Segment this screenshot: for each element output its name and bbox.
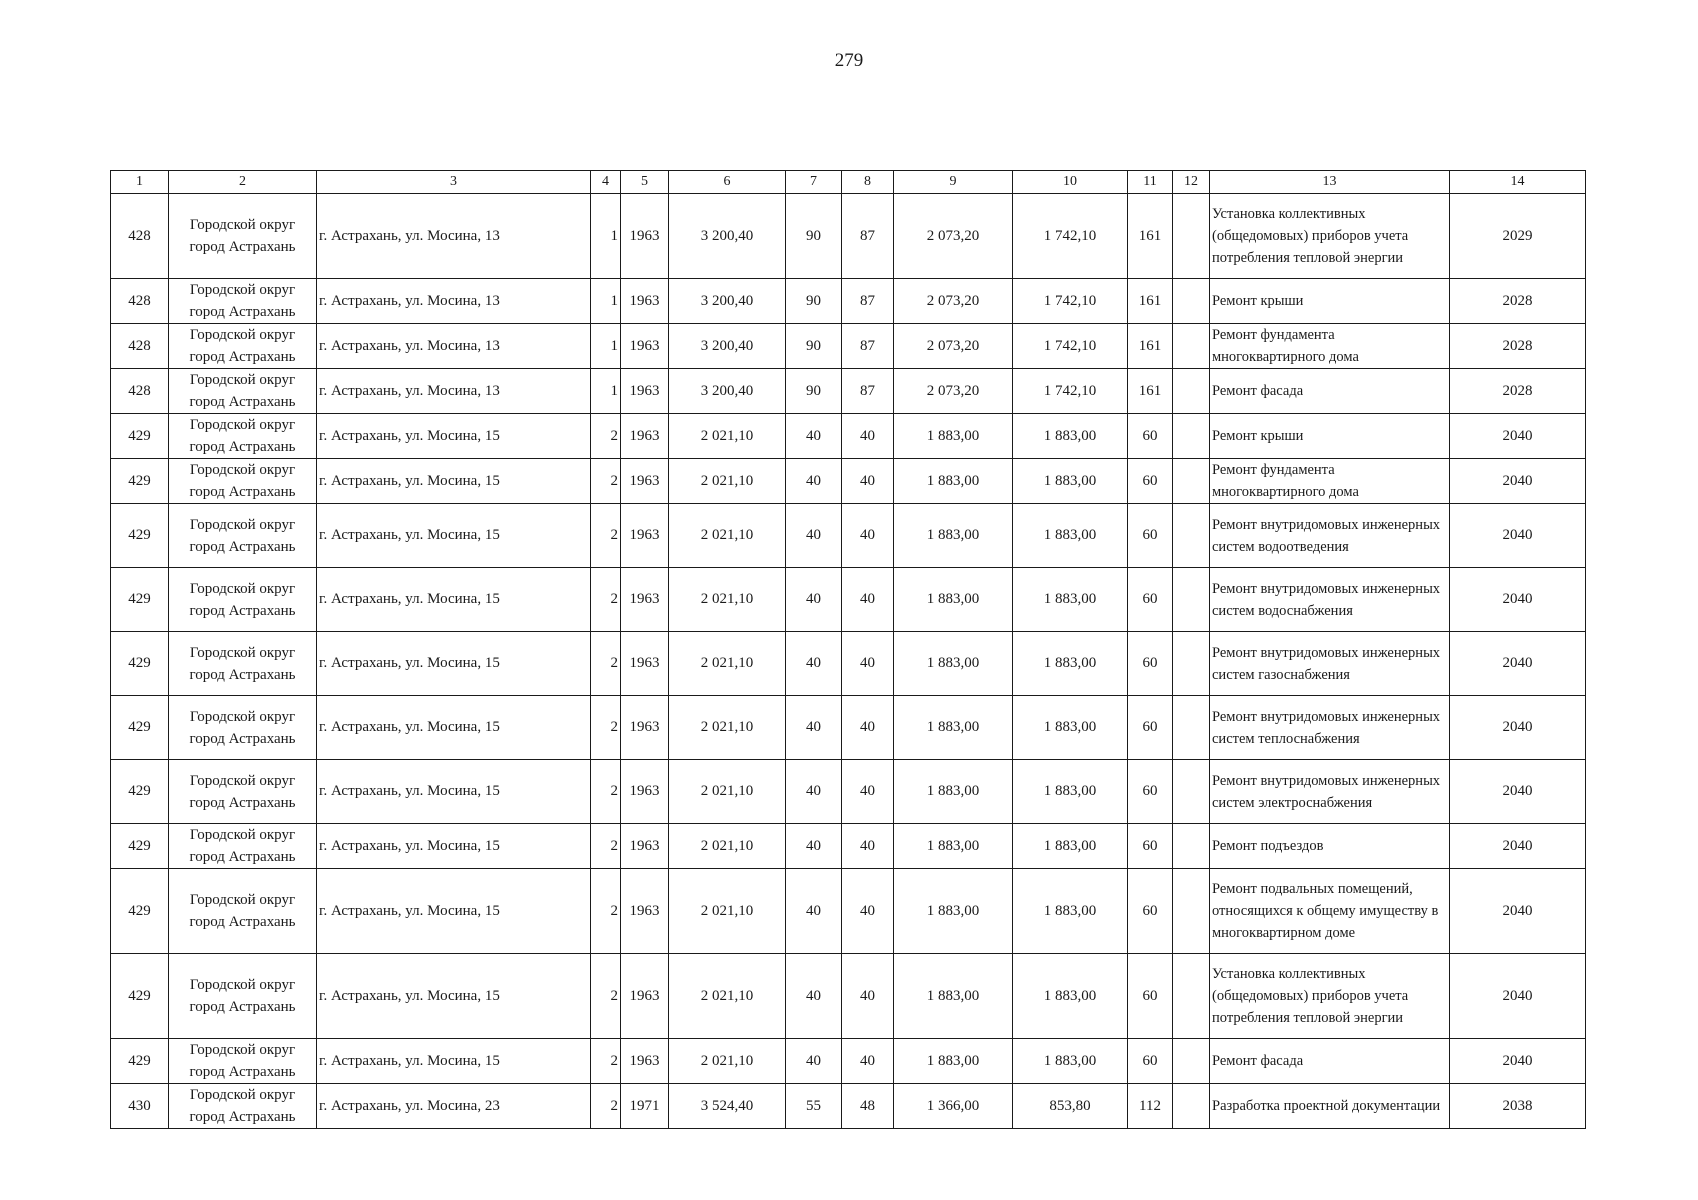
cell-col-10: 1 742,10	[1013, 279, 1128, 324]
cell-total-area: 3 200,40	[669, 194, 786, 279]
cell-col-9: 1 883,00	[894, 632, 1013, 696]
table-row	[111, 869, 1586, 954]
cell-col-11: 161	[1128, 369, 1173, 414]
cell-build-year: 1963	[621, 824, 669, 869]
cell-build-year: 1963	[621, 414, 669, 459]
cell-col-12	[1173, 414, 1210, 459]
table-row	[111, 324, 1586, 369]
cell-col-7: 90	[786, 194, 842, 279]
cell-col-12	[1173, 194, 1210, 279]
cell-work-type: Установка коллективных (общедомовых) приборов учета потребления тепловой энергии	[1210, 194, 1450, 279]
cell-col-9: 1 883,00	[894, 696, 1013, 760]
cell-plan-year: 2038	[1450, 1084, 1586, 1129]
cell-work-type: Ремонт внутридомовых инженерных систем водоснабжения	[1210, 568, 1450, 632]
cell-col-7: 40	[786, 1039, 842, 1084]
cell-col-12	[1173, 954, 1210, 1039]
cell-work-type: Ремонт внутридомовых инженерных систем газоснабжения	[1210, 632, 1450, 696]
table-row	[111, 632, 1586, 696]
cell-col-12	[1173, 696, 1210, 760]
cell-col-4: 2	[591, 869, 621, 954]
cell-col-9: 1 883,00	[894, 760, 1013, 824]
cell-col-8: 40	[842, 824, 894, 869]
cell-col-11: 60	[1128, 504, 1173, 568]
cell-col-7: 90	[786, 279, 842, 324]
cell-plan-year: 2040	[1450, 504, 1586, 568]
cell-number: 429	[111, 869, 169, 954]
cell-col-11: 60	[1128, 1039, 1173, 1084]
cell-col-4: 2	[591, 1039, 621, 1084]
cell-address: г. Астрахань, ул. Мосина, 13	[317, 369, 591, 414]
cell-col-11: 60	[1128, 632, 1173, 696]
cell-work-type: Ремонт фундамента многоквартирного дома	[1210, 324, 1450, 369]
cell-address: г. Астрахань, ул. Мосина, 23	[317, 1084, 591, 1129]
table-header	[111, 171, 1586, 194]
cell-build-year: 1963	[621, 369, 669, 414]
column-header-11: 11	[1128, 171, 1173, 194]
cell-col-8: 40	[842, 632, 894, 696]
cell-address: г. Астрахань, ул. Мосина, 13	[317, 324, 591, 369]
cell-plan-year: 2040	[1450, 1039, 1586, 1084]
cell-total-area: 2 021,10	[669, 1039, 786, 1084]
cell-col-8: 40	[842, 954, 894, 1039]
cell-col-7: 40	[786, 760, 842, 824]
cell-municipality: Городской округ город Астрахань	[169, 504, 317, 568]
cell-col-11: 60	[1128, 696, 1173, 760]
cell-col-11: 161	[1128, 194, 1173, 279]
cell-col-11: 60	[1128, 414, 1173, 459]
cell-col-9: 2 073,20	[894, 279, 1013, 324]
cell-address: г. Астрахань, ул. Мосина, 15	[317, 632, 591, 696]
cell-build-year: 1963	[621, 459, 669, 504]
cell-col-11: 60	[1128, 824, 1173, 869]
cell-col-11: 161	[1128, 279, 1173, 324]
table-row	[111, 696, 1586, 760]
cell-col-4: 2	[591, 504, 621, 568]
cell-work-type: Ремонт внутридомовых инженерных систем водоотведения	[1210, 504, 1450, 568]
cell-col-9: 1 883,00	[894, 824, 1013, 869]
cell-build-year: 1963	[621, 504, 669, 568]
cell-build-year: 1963	[621, 869, 669, 954]
column-header-2: 2	[169, 171, 317, 194]
cell-col-4: 2	[591, 414, 621, 459]
cell-address: г. Астрахань, ул. Мосина, 15	[317, 568, 591, 632]
table-row	[111, 459, 1586, 504]
cell-col-10: 1 883,00	[1013, 954, 1128, 1039]
table-row	[111, 194, 1586, 279]
cell-address: г. Астрахань, ул. Мосина, 15	[317, 696, 591, 760]
cell-total-area: 2 021,10	[669, 504, 786, 568]
cell-plan-year: 2040	[1450, 459, 1586, 504]
cell-col-4: 1	[591, 324, 621, 369]
cell-col-8: 87	[842, 279, 894, 324]
cell-col-9: 1 883,00	[894, 1039, 1013, 1084]
column-header-4: 4	[591, 171, 621, 194]
cell-work-type: Ремонт крыши	[1210, 279, 1450, 324]
cell-total-area: 2 021,10	[669, 459, 786, 504]
cell-col-7: 40	[786, 504, 842, 568]
cell-col-4: 2	[591, 824, 621, 869]
cell-col-10: 1 883,00	[1013, 414, 1128, 459]
cell-col-8: 87	[842, 194, 894, 279]
cell-work-type: Ремонт фасада	[1210, 369, 1450, 414]
cell-municipality: Городской округ город Астрахань	[169, 194, 317, 279]
cell-col-4: 1	[591, 369, 621, 414]
column-header-8: 8	[842, 171, 894, 194]
cell-col-12	[1173, 568, 1210, 632]
column-header-9: 9	[894, 171, 1013, 194]
cell-col-8: 40	[842, 696, 894, 760]
cell-col-10: 1 883,00	[1013, 869, 1128, 954]
cell-number: 429	[111, 632, 169, 696]
cell-col-7: 55	[786, 1084, 842, 1129]
cell-address: г. Астрахань, ул. Мосина, 15	[317, 760, 591, 824]
cell-plan-year: 2040	[1450, 696, 1586, 760]
column-header-14: 14	[1450, 171, 1586, 194]
table-row	[111, 369, 1586, 414]
cell-total-area: 3 524,40	[669, 1084, 786, 1129]
cell-address: г. Астрахань, ул. Мосина, 13	[317, 194, 591, 279]
cell-plan-year: 2029	[1450, 194, 1586, 279]
cell-col-10: 1 883,00	[1013, 824, 1128, 869]
cell-address: г. Астрахань, ул. Мосина, 13	[317, 279, 591, 324]
column-header-6: 6	[669, 171, 786, 194]
table-row	[111, 954, 1586, 1039]
column-header-5: 5	[621, 171, 669, 194]
cell-col-12	[1173, 279, 1210, 324]
cell-build-year: 1963	[621, 760, 669, 824]
cell-address: г. Астрахань, ул. Мосина, 15	[317, 954, 591, 1039]
column-header-12: 12	[1173, 171, 1210, 194]
column-header-10: 10	[1013, 171, 1128, 194]
cell-work-type: Ремонт подъездов	[1210, 824, 1450, 869]
table-row	[111, 279, 1586, 324]
cell-col-10: 1 742,10	[1013, 369, 1128, 414]
cell-total-area: 3 200,40	[669, 324, 786, 369]
cell-total-area: 2 021,10	[669, 824, 786, 869]
cell-col-7: 90	[786, 324, 842, 369]
table-row	[111, 504, 1586, 568]
cell-col-11: 60	[1128, 459, 1173, 504]
cell-col-7: 40	[786, 954, 842, 1039]
cell-municipality: Городской округ город Астрахань	[169, 824, 317, 869]
cell-build-year: 1963	[621, 568, 669, 632]
cell-col-4: 1	[591, 194, 621, 279]
cell-col-8: 40	[842, 504, 894, 568]
cell-work-type: Ремонт внутридомовых инженерных систем теплоснабжения	[1210, 696, 1450, 760]
cell-municipality: Городской округ город Астрахань	[169, 954, 317, 1039]
cell-col-8: 48	[842, 1084, 894, 1129]
cell-total-area: 2 021,10	[669, 568, 786, 632]
cell-col-12	[1173, 869, 1210, 954]
cell-address: г. Астрахань, ул. Мосина, 15	[317, 1039, 591, 1084]
cell-col-9: 2 073,20	[894, 194, 1013, 279]
cell-municipality: Городской округ город Астрахань	[169, 568, 317, 632]
cell-build-year: 1963	[621, 194, 669, 279]
table-row	[111, 1039, 1586, 1084]
cell-col-12	[1173, 824, 1210, 869]
table-row	[111, 568, 1586, 632]
cell-col-12	[1173, 632, 1210, 696]
table-row	[111, 414, 1586, 459]
cell-col-8: 87	[842, 324, 894, 369]
cell-address: г. Астрахань, ул. Мосина, 15	[317, 414, 591, 459]
cell-municipality: Городской округ город Астрахань	[169, 696, 317, 760]
cell-col-7: 40	[786, 414, 842, 459]
cell-col-11: 60	[1128, 954, 1173, 1039]
cell-col-12	[1173, 1084, 1210, 1129]
cell-col-12	[1173, 459, 1210, 504]
cell-number: 429	[111, 459, 169, 504]
cell-col-7: 40	[786, 696, 842, 760]
cell-col-4: 2	[591, 760, 621, 824]
cell-total-area: 2 021,10	[669, 954, 786, 1039]
cell-col-9: 1 883,00	[894, 568, 1013, 632]
cell-plan-year: 2040	[1450, 632, 1586, 696]
cell-number: 429	[111, 568, 169, 632]
table-body	[111, 194, 1586, 1129]
cell-number: 429	[111, 760, 169, 824]
column-header-13: 13	[1210, 171, 1450, 194]
cell-col-12	[1173, 324, 1210, 369]
cell-plan-year: 2028	[1450, 369, 1586, 414]
cell-col-4: 2	[591, 459, 621, 504]
cell-col-11: 60	[1128, 760, 1173, 824]
column-header-7: 7	[786, 171, 842, 194]
cell-build-year: 1963	[621, 632, 669, 696]
cell-col-7: 40	[786, 824, 842, 869]
cell-col-4: 1	[591, 279, 621, 324]
cell-total-area: 2 021,10	[669, 414, 786, 459]
cell-number: 428	[111, 194, 169, 279]
cell-number: 429	[111, 414, 169, 459]
cell-col-7: 40	[786, 568, 842, 632]
table-row	[111, 824, 1586, 869]
cell-number: 429	[111, 954, 169, 1039]
cell-number: 429	[111, 696, 169, 760]
cell-col-8: 40	[842, 459, 894, 504]
column-header-1: 1	[111, 171, 169, 194]
cell-address: г. Астрахань, ул. Мосина, 15	[317, 504, 591, 568]
cell-col-10: 1 742,10	[1013, 194, 1128, 279]
cell-col-10: 1 883,00	[1013, 459, 1128, 504]
cell-build-year: 1963	[621, 324, 669, 369]
cell-work-type: Ремонт крыши	[1210, 414, 1450, 459]
cell-municipality: Городской округ город Астрахань	[169, 1084, 317, 1129]
cell-address: г. Астрахань, ул. Мосина, 15	[317, 824, 591, 869]
header-row	[111, 171, 1586, 194]
cell-work-type: Ремонт фасада	[1210, 1039, 1450, 1084]
cell-build-year: 1963	[621, 279, 669, 324]
cell-number: 428	[111, 369, 169, 414]
cell-number: 428	[111, 279, 169, 324]
capital-repair-table	[110, 170, 1586, 1129]
cell-col-9: 2 073,20	[894, 369, 1013, 414]
page-number: 279	[834, 50, 864, 71]
cell-col-7: 40	[786, 869, 842, 954]
cell-col-8: 40	[842, 760, 894, 824]
cell-col-10: 1 742,10	[1013, 324, 1128, 369]
cell-number: 430	[111, 1084, 169, 1129]
cell-col-4: 2	[591, 1084, 621, 1129]
cell-municipality: Городской округ город Астрахань	[169, 632, 317, 696]
cell-total-area: 2 021,10	[669, 632, 786, 696]
cell-col-11: 60	[1128, 568, 1173, 632]
cell-plan-year: 2040	[1450, 869, 1586, 954]
cell-col-10: 853,80	[1013, 1084, 1128, 1129]
cell-municipality: Городской округ город Астрахань	[169, 1039, 317, 1084]
cell-municipality: Городской округ город Астрахань	[169, 324, 317, 369]
cell-col-7: 40	[786, 632, 842, 696]
cell-plan-year: 2028	[1450, 279, 1586, 324]
cell-col-4: 2	[591, 632, 621, 696]
cell-total-area: 3 200,40	[669, 369, 786, 414]
cell-plan-year: 2040	[1450, 414, 1586, 459]
cell-col-10: 1 883,00	[1013, 632, 1128, 696]
cell-build-year: 1963	[621, 954, 669, 1039]
cell-col-10: 1 883,00	[1013, 504, 1128, 568]
cell-plan-year: 2040	[1450, 568, 1586, 632]
cell-col-4: 2	[591, 568, 621, 632]
cell-address: г. Астрахань, ул. Мосина, 15	[317, 869, 591, 954]
cell-plan-year: 2028	[1450, 324, 1586, 369]
cell-col-8: 40	[842, 568, 894, 632]
cell-work-type: Разработка проектной документации	[1210, 1084, 1450, 1129]
cell-col-8: 40	[842, 869, 894, 954]
cell-col-10: 1 883,00	[1013, 568, 1128, 632]
cell-plan-year: 2040	[1450, 760, 1586, 824]
cell-municipality: Городской округ город Астрахань	[169, 760, 317, 824]
cell-col-12	[1173, 369, 1210, 414]
cell-municipality: Городской округ город Астрахань	[169, 869, 317, 954]
cell-address: г. Астрахань, ул. Мосина, 15	[317, 459, 591, 504]
cell-plan-year: 2040	[1450, 824, 1586, 869]
cell-plan-year: 2040	[1450, 954, 1586, 1039]
cell-municipality: Городской округ город Астрахань	[169, 279, 317, 324]
cell-total-area: 2 021,10	[669, 696, 786, 760]
cell-total-area: 2 021,10	[669, 760, 786, 824]
cell-col-12	[1173, 1039, 1210, 1084]
cell-work-type: Установка коллективных (общедомовых) приборов учета потребления тепловой энергии	[1210, 954, 1450, 1039]
cell-municipality: Городской округ город Астрахань	[169, 459, 317, 504]
table-row	[111, 1084, 1586, 1129]
cell-col-7: 40	[786, 459, 842, 504]
cell-col-10: 1 883,00	[1013, 1039, 1128, 1084]
cell-col-12	[1173, 760, 1210, 824]
cell-col-10: 1 883,00	[1013, 696, 1128, 760]
column-header-3: 3	[317, 171, 591, 194]
cell-build-year: 1971	[621, 1084, 669, 1129]
cell-total-area: 3 200,40	[669, 279, 786, 324]
cell-col-9: 1 883,00	[894, 459, 1013, 504]
cell-col-7: 90	[786, 369, 842, 414]
cell-build-year: 1963	[621, 1039, 669, 1084]
cell-col-12	[1173, 504, 1210, 568]
cell-build-year: 1963	[621, 696, 669, 760]
cell-number: 429	[111, 824, 169, 869]
cell-col-8: 40	[842, 1039, 894, 1084]
cell-col-8: 87	[842, 369, 894, 414]
cell-number: 428	[111, 324, 169, 369]
cell-total-area: 2 021,10	[669, 869, 786, 954]
cell-col-11: 161	[1128, 324, 1173, 369]
cell-col-4: 2	[591, 696, 621, 760]
cell-col-9: 1 883,00	[894, 414, 1013, 459]
cell-number: 429	[111, 1039, 169, 1084]
cell-col-9: 1 366,00	[894, 1084, 1013, 1129]
cell-municipality: Городской округ город Астрахань	[169, 369, 317, 414]
cell-col-10: 1 883,00	[1013, 760, 1128, 824]
cell-col-11: 60	[1128, 869, 1173, 954]
cell-col-9: 1 883,00	[894, 504, 1013, 568]
cell-col-4: 2	[591, 954, 621, 1039]
cell-work-type: Ремонт фундамента многоквартирного дома	[1210, 459, 1450, 504]
cell-work-type: Ремонт внутридомовых инженерных систем электроснабжения	[1210, 760, 1450, 824]
cell-col-9: 1 883,00	[894, 869, 1013, 954]
cell-col-9: 1 883,00	[894, 954, 1013, 1039]
cell-work-type: Ремонт подвальных помещений, относящихся к общему имуществу в многоквартирном доме	[1210, 869, 1450, 954]
cell-municipality: Городской округ город Астрахань	[169, 414, 317, 459]
cell-col-11: 112	[1128, 1084, 1173, 1129]
table-row	[111, 760, 1586, 824]
cell-col-9: 2 073,20	[894, 324, 1013, 369]
cell-col-8: 40	[842, 414, 894, 459]
cell-number: 429	[111, 504, 169, 568]
